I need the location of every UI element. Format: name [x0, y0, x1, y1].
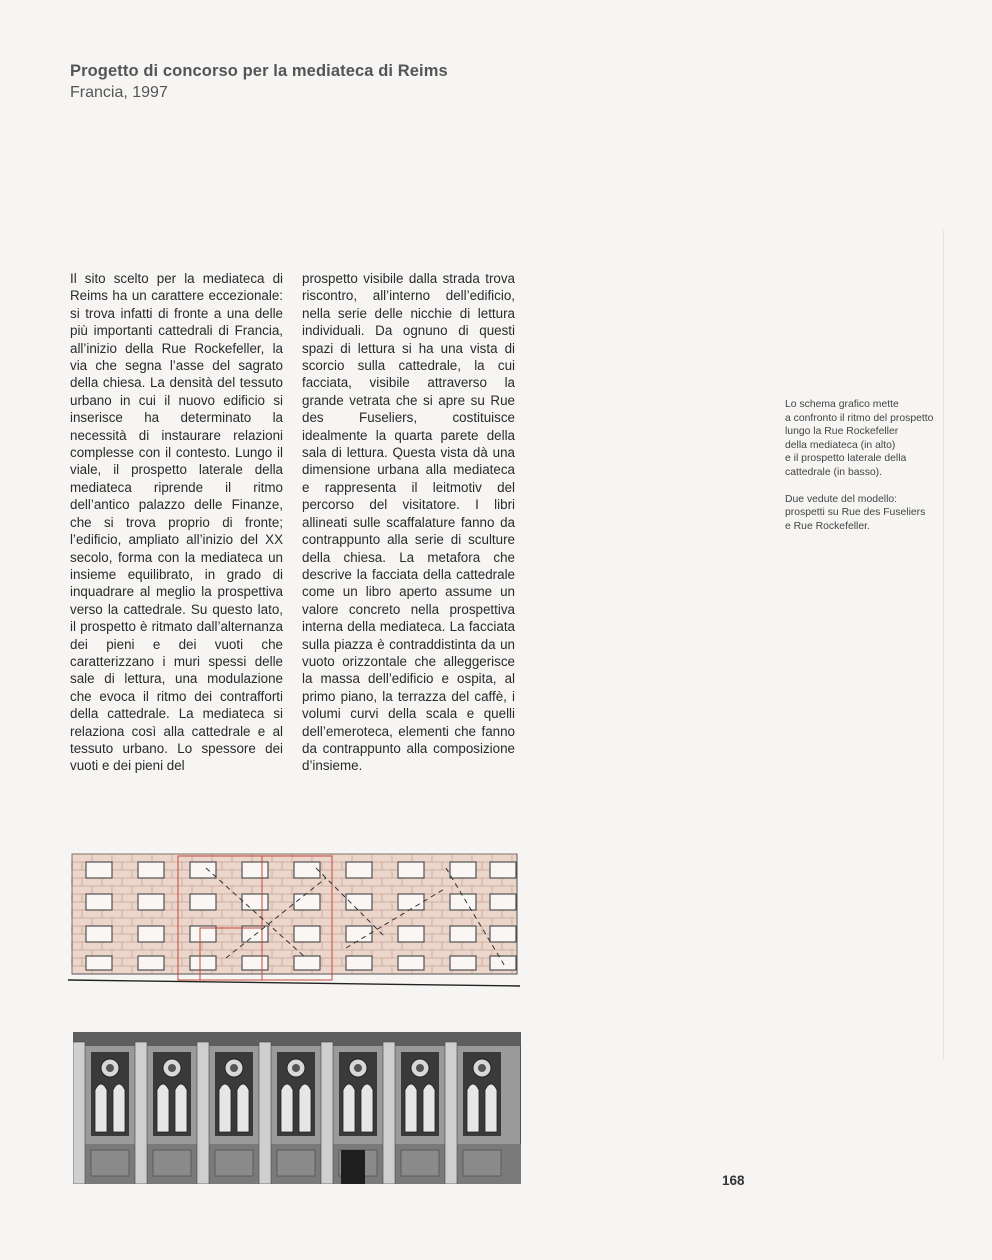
window-opening [450, 956, 476, 970]
caption-line: e Rue Rockefeller. [785, 520, 870, 532]
lancet-window [237, 1084, 249, 1132]
window-opening [138, 894, 164, 910]
lancet-window [157, 1084, 169, 1132]
lancet-window [485, 1084, 497, 1132]
caption-line: a confronto il ritmo del prospetto [785, 412, 934, 424]
caption-line: prospetti su Rue des Fuseliers [785, 507, 926, 519]
window-opening [294, 894, 320, 910]
page-title: Progetto di concorso per la mediateca di Reims [70, 62, 448, 80]
window-opening [346, 956, 372, 970]
lancet-window [343, 1084, 355, 1132]
window-opening [490, 926, 516, 942]
window-opening [190, 956, 216, 970]
lancet-window [299, 1084, 311, 1132]
body-text-column-1: Il sito scelto per la mediateca di Reims ha un carattere eccezionale: si trova infatti di fronte a una delle più importanti cattedrali di Francia, all’inizio della Rue Rockefeller, la via che segna l’asse del sagrato della chiesa. La densità del tessuto urbano in cui il nuovo edificio si inserisce ha determinato la necessità di instaurare relazioni complesse con il contesto. Lungo il viale, il prospetto laterale della mediateca riprende il ritmo dell’antico palazzo delle Finanze, che si trova proprio di fronte; l’edificio, ampliato all’inizio del XX secolo, forma con la mediateca un insieme equilibrato, in grado di inquadrare al meglio la prospettiva verso la cattedrale. Su questo lato, il prospetto è ritmato dall’alternanza dei pieni e dei vuoti che caratterizzano i muri spessi delle sale di lettura, una modulazione che evoca il ritmo dei contrafforti della cattedrale. La mediateca si relaziona così alla cattedrale e al tessuto urbano. Lo spessore dei vuoti e dei pieni del [70, 271, 283, 774]
buttress [259, 1042, 271, 1184]
lancet-window [113, 1084, 125, 1132]
window-opening [86, 894, 112, 910]
window-opening [450, 926, 476, 942]
buttress [321, 1042, 333, 1184]
page-edge-line [943, 230, 944, 1060]
lancet-window [219, 1084, 231, 1132]
base-panel [153, 1150, 191, 1176]
window-opening [242, 862, 268, 878]
window-opening [138, 926, 164, 942]
page-number: 168 [722, 1173, 745, 1188]
caption-line: cattedrale (in basso). [785, 466, 883, 478]
ground-line [68, 980, 520, 986]
caption-line: Due vedute del modello: [785, 493, 898, 505]
base-panel [463, 1150, 501, 1176]
caption-line: Lo schema grafico mette [785, 399, 899, 410]
caption-model [785, 493, 935, 534]
side-captions [785, 398, 935, 546]
window-opening [138, 956, 164, 970]
window-opening [242, 894, 268, 910]
caption-line: e il prospetto laterale della [785, 453, 907, 465]
window-opening [398, 926, 424, 942]
base-panel [401, 1150, 439, 1176]
window-opening [190, 862, 216, 878]
window-opening [398, 956, 424, 970]
base-panel [215, 1150, 253, 1176]
window-opening [294, 926, 320, 942]
window-opening [86, 956, 112, 970]
page-subtitle: Francia, 1997 [70, 84, 168, 101]
buttress [135, 1042, 147, 1184]
window-opening [398, 894, 424, 910]
buttress [445, 1042, 457, 1184]
window-opening [294, 862, 320, 878]
caption-line: della mediateca (in alto) [785, 439, 896, 451]
buttress [197, 1042, 209, 1184]
base-panel [91, 1150, 129, 1176]
lancet-window [405, 1084, 417, 1132]
buttress [383, 1042, 395, 1184]
window-opening [86, 862, 112, 878]
lancet-window [467, 1084, 479, 1132]
body-text-column-2: prospetto visibile dalla strada trova riscontro, all’interno dell’edificio, nella serie delle nicchie di lettura individuali. Da ognuno di questi spazi di lettura si ha una vista di scorcio sulla cattedrale, la cui facciata, visibile attraverso la grande vetrata che si apre su Rue des Fuseliers, costituisce idealmente la quarta parete della sala di lettura. Questa vista dà una dimensione urbana alla mediateca e rappresenta il leitmotiv del percorso del visitatore. I libri allineati sulle scaffalature fanno da contrappunto alla serie di sculture della chiesa. La metafora che descrive la facciata della cattedrale come un libro aperto assume un valore concreto nella prospettiva interna della mediateca. La facciata sulla piazza è contraddistinta da un vuoto orizzontale che alleggerisce la massa dell’edificio e ospita, al primo piano, la terrazza del caffè, i volumi curvi della scala e quelli dell’emeroteca, elementi che fanno da contrappunto alla composizione d’insieme. [302, 271, 515, 774]
door [341, 1150, 365, 1184]
lancet-window [175, 1084, 187, 1132]
window-opening [346, 926, 372, 942]
lancet-window [95, 1084, 107, 1132]
window-opening [490, 862, 516, 878]
caption-line: lungo la Rue Rockefeller [785, 426, 899, 438]
window-opening [346, 862, 372, 878]
window-opening [138, 862, 164, 878]
buttress [73, 1042, 85, 1184]
cathedral-elevation-drawing [73, 1032, 521, 1184]
window-opening [490, 894, 516, 910]
caption-diagram [785, 398, 935, 480]
base-panel [277, 1150, 315, 1176]
lancet-window [281, 1084, 293, 1132]
mediateca-elevation-drawing [66, 848, 522, 988]
window-opening [242, 956, 268, 970]
window-opening [190, 894, 216, 910]
window-opening [450, 894, 476, 910]
window-opening [398, 862, 424, 878]
lancet-window [423, 1084, 435, 1132]
window-opening [294, 956, 320, 970]
window-opening [86, 926, 112, 942]
window-opening [450, 862, 476, 878]
lancet-window [361, 1084, 373, 1132]
